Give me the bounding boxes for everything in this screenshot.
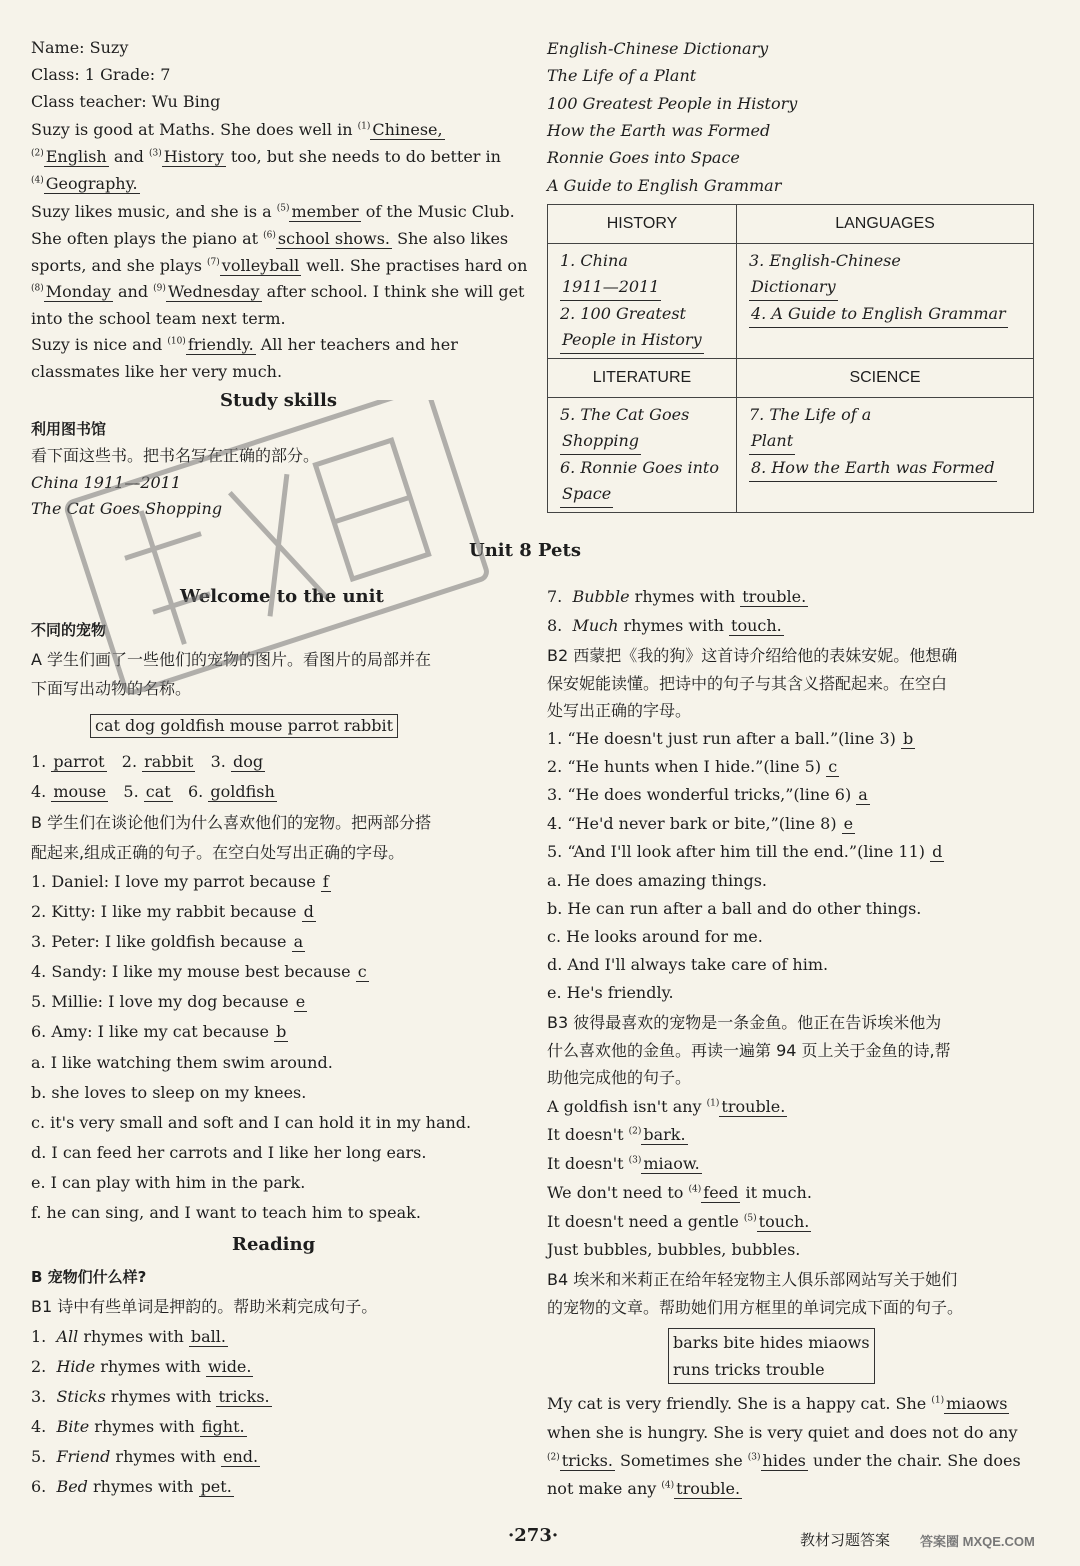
rhyme-5: 5. Friend rhymes with end. xyxy=(31,1447,259,1466)
book-cat-goes-shopping: The Cat Goes Shopping xyxy=(31,499,223,518)
rhyme-8: 8. Much rhymes with touch. xyxy=(547,616,782,635)
header-history: HISTORY xyxy=(548,205,737,244)
a-answers-row2: 4. mouse 5. cat 6. goldfish xyxy=(31,782,275,801)
a-answers-row1: 1. parrot 2. rabbit 3. dog xyxy=(31,752,264,771)
b2-item-4: 4. “He'd never bark or bite,”(line 8) e xyxy=(547,814,854,833)
b3-last-line: Just bubbles, bubbles, bubbles. xyxy=(547,1240,801,1259)
b-item-1: 1. Daniel: I love my parrot because f xyxy=(31,872,329,891)
b2-instruction-1: B2 西蒙把《我的狗》这首诗介绍给他的表妹安妮。他想确 xyxy=(547,646,958,665)
b4-para-line2: when she is hungry. She is very quiet and does not do any xyxy=(547,1423,1018,1442)
cell-science: 7. The Life of a Plant 8. How the Earth was Formed xyxy=(737,398,1034,513)
answer-8: Monday xyxy=(45,282,111,301)
b2-item-1: 1. “He doesn't just run after a ball.”(line 3) b xyxy=(547,729,914,748)
b2-item-3: 3. “He does wonderful tricks,”(line 6) a xyxy=(547,785,868,804)
library-sections-table xyxy=(547,204,1034,513)
page-number: ·273· xyxy=(508,1525,559,1546)
answer-7: volleyball xyxy=(221,256,300,275)
b2-item-5: 5. “And I'll look after him till the end.”(line 11) d xyxy=(547,842,943,861)
book-grammar-guide: A Guide to English Grammar xyxy=(547,176,782,195)
b3-instruction-1: B3 彼得最喜欢的宠物是一条金鱼。他正在告诉埃米他为 xyxy=(547,1013,942,1032)
student-name: Name: Suzy xyxy=(31,38,129,57)
b2-instruction-2: 保安妮能读懂。把诗中的句子与其含义搭配起来。在空白 xyxy=(547,674,948,693)
para1-line1: Suzy is good at Maths. She does well in $^{(1)}$ Chinese, xyxy=(31,120,443,139)
a-word-box: cat dog goldfish mouse parrot rabbit xyxy=(90,714,398,738)
answer-3: History xyxy=(163,147,224,166)
b-item-5: 5. Millie: I love my dog because e xyxy=(31,992,306,1011)
b2-instruction-3: 处写出正确的字母。 xyxy=(547,701,692,720)
header-languages: LANGUAGES xyxy=(737,205,1034,244)
rhyme-7: 7. Bubble rhymes with trouble. xyxy=(547,587,807,606)
para3-line2: classmates like her very much. xyxy=(31,362,283,381)
pets-title: 不同的宠物 xyxy=(31,621,107,639)
b4-instruction-2: 的宠物的文章。帮助她们用方框里的单词完成下面的句子。 xyxy=(547,1298,964,1317)
rhyme-6: 6. Bed rhymes with pet. xyxy=(31,1477,232,1496)
header-literature: LITERATURE xyxy=(548,359,737,398)
unit-title: Unit 8 Pets xyxy=(469,540,581,561)
b2-option-a: a. He does amazing things. xyxy=(547,871,767,890)
rhyme-2: 2. Hide rhymes with wide. xyxy=(31,1357,252,1376)
b-pets-title: B 宠物们什么样? xyxy=(31,1268,147,1286)
b-option-e: e. I can play with him in the park. xyxy=(31,1173,306,1192)
para2-line1: Suzy likes music, and she is a $^{(5)}$ member of the Music Club. xyxy=(31,202,515,221)
answer-2: English xyxy=(45,147,107,166)
book-dictionary: English-Chinese Dictionary xyxy=(547,39,769,58)
b2-option-e: e. He's friendly. xyxy=(547,983,674,1002)
book-china: China 1911—2011 xyxy=(31,473,182,492)
answer-5: member xyxy=(291,202,359,221)
b3-line-2: It doesn't $^{(2)}$ bark. xyxy=(547,1125,686,1144)
welcome-heading: Welcome to the unit xyxy=(180,586,384,607)
b2-option-c: c. He looks around for me. xyxy=(547,927,763,946)
book-life-of-plant: The Life of a Plant xyxy=(547,66,697,85)
header-science: SCIENCE xyxy=(737,359,1034,398)
b1-instruction: B1 诗中有些单词是押韵的。帮助米莉完成句子。 xyxy=(31,1297,378,1316)
answer-1: Chinese, xyxy=(372,120,443,139)
rhyme-3: 3. Sticks rhymes with tricks. xyxy=(31,1387,270,1406)
library-title: 利用图书馆 xyxy=(31,420,107,438)
b-option-a: a. I like watching them swim around. xyxy=(31,1053,333,1072)
b-item-4: 4. Sandy: I like my mouse best because c xyxy=(31,962,367,981)
para2-line3: sports, and she plays $^{(7)}$ volleyball well. She practises hard on xyxy=(31,256,528,275)
b3-line-5: It doesn't need a gentle $^{(5)}$ touch. xyxy=(547,1212,810,1231)
b-option-f: f. he can sing, and I want to teach him to speak. xyxy=(31,1203,421,1222)
study-skills-heading: Study skills xyxy=(220,390,337,411)
b3-line-4: We don't need to $^{(4)}$ feed it much. xyxy=(547,1183,812,1202)
b-option-d: d. I can feed her carrots and I like her long ears. xyxy=(31,1143,427,1162)
b-item-3: 3. Peter: I like goldfish because a xyxy=(31,932,304,951)
answer-6: school shows. xyxy=(277,229,391,248)
b3-line-3: It doesn't $^{(3)}$ miaow. xyxy=(547,1154,700,1173)
footer-label: 教材习题答案 xyxy=(800,1531,891,1549)
para2-line2: She often plays the piano at $^{(6)}$ school shows. She also likes xyxy=(31,229,509,248)
answer-4: Geography. xyxy=(45,174,138,193)
b-option-b: b. she loves to sleep on my knees. xyxy=(31,1083,307,1102)
b-item-2: 2. Kitty: I like my rabbit because d xyxy=(31,902,314,921)
b2-option-b: b. He can run after a ball and do other things. xyxy=(547,899,922,918)
b2-option-d: d. And I'll always take care of him. xyxy=(547,955,829,974)
b3-instruction-3: 助他完成他的句子。 xyxy=(547,1068,692,1087)
b4-para-line3: $^{(2)}$ tricks. Sometimes she $^{(3)}$ hides under the chair. She does xyxy=(547,1451,1021,1470)
answer-10: friendly. xyxy=(187,335,254,354)
para1-line2: $^{(2)}$ English and $^{(3)}$ History too, but she needs to do better in xyxy=(31,147,501,166)
b-item-6: 6. Amy: I like my cat because b xyxy=(31,1022,287,1041)
reading-heading: Reading xyxy=(232,1234,316,1255)
rhyme-1: 1. All rhymes with ball. xyxy=(31,1327,226,1346)
b4-para-line1: My cat is very friendly. She is a happy cat. She $^{(1)}$ miaows xyxy=(547,1394,1008,1413)
cell-languages: 3. English-Chinese Dictionary 4. A Guide to English Grammar xyxy=(737,244,1034,359)
site-watermark: 答案圈 MXQE.COM xyxy=(920,1534,1035,1549)
cell-literature: 5. The Cat Goes Shopping 6. Ronnie Goes into Space xyxy=(548,398,737,513)
student-class-grade: Class: 1 Grade: 7 xyxy=(31,65,171,84)
answer-9: Wednesday xyxy=(167,282,260,301)
book-ronnie: Ronnie Goes into Space xyxy=(547,148,740,167)
book-earth-formed: How the Earth was Formed xyxy=(547,121,771,140)
b4-para-line4: not make any $^{(4)}$ trouble. xyxy=(547,1479,741,1498)
b3-line-1: A goldfish isn't any $^{(1)}$ trouble. xyxy=(547,1097,786,1116)
b-instruction-2: 配起来,组成正确的句子。在空白处写出正确的字母。 xyxy=(31,843,405,862)
para1-line3: $^{(4)}$ Geography. xyxy=(31,174,138,193)
b-option-c: c. it's very small and soft and I can hold it in my hand. xyxy=(31,1113,472,1132)
para3-line1: Suzy is nice and $^{(10)}$ friendly. All her teachers and her xyxy=(31,335,458,354)
para2-line4: $^{(8)}$ Monday and $^{(9)}$ Wednesday after school. I think she will get xyxy=(31,282,525,301)
book-100-greatest: 100 Greatest People in History xyxy=(547,94,798,113)
library-instruction: 看下面这些书。把书名写在正确的部分。 xyxy=(31,446,320,465)
b-instruction-1: B 学生们在谈论他们为什么喜欢他们的宠物。把两部分搭 xyxy=(31,813,432,832)
para2-line5: into the school team next term. xyxy=(31,309,286,328)
cell-history: 1. China 1911—2011 2. 100 Greatest People in History xyxy=(548,244,737,359)
b3-instruction-2: 什么喜欢他的金鱼。再读一遍第 94 页上关于金鱼的诗,帮 xyxy=(547,1041,951,1060)
rhyme-4: 4. Bite rhymes with fight. xyxy=(31,1417,245,1436)
b4-word-box: barks bite hides miaows runs tricks trouble xyxy=(668,1328,875,1384)
b2-item-2: 2. “He hunts when I hide.”(line 5) c xyxy=(547,757,838,776)
b4-instruction-1: B4 埃米和米莉正在给年轻宠物主人俱乐部网站写关于她们 xyxy=(547,1270,958,1289)
a-instruction-1: A 学生们画了一些他们的宠物的图片。看图片的局部并在 xyxy=(31,650,432,669)
class-teacher: Class teacher: Wu Bing xyxy=(31,92,221,111)
a-instruction-2: 下面写出动物的名称。 xyxy=(31,679,192,698)
